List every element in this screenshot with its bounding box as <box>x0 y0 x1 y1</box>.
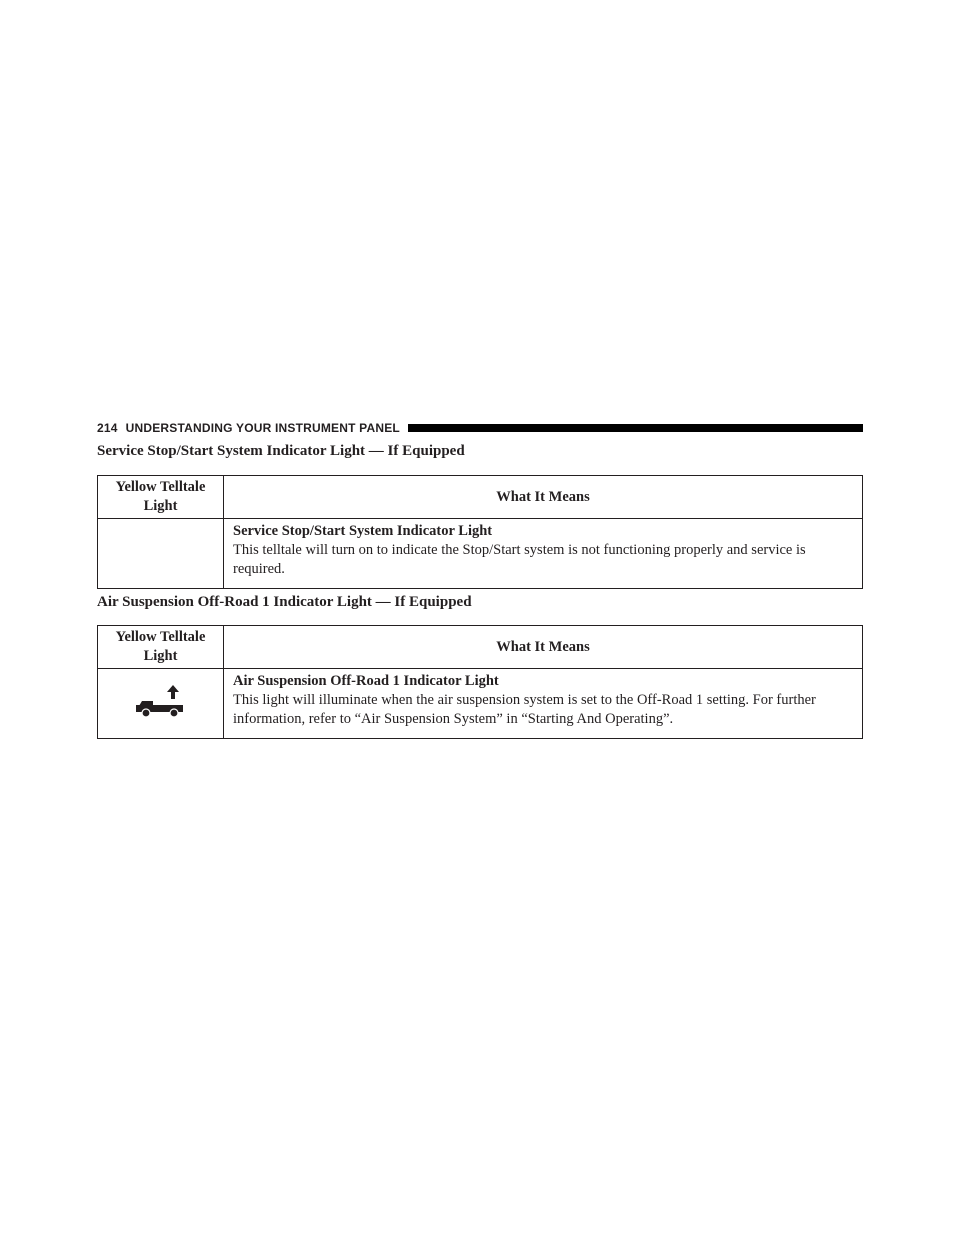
table-header-row <box>98 626 863 669</box>
telltale-description: This light will illuminate when the air suspension system is set to the Off-Road 1 setting. For further information, refer to “Air Suspension System” in “Starting And Operating”. <box>233 692 816 727</box>
header-rule <box>408 424 863 432</box>
truck-raised-arrow-icon <box>133 684 189 718</box>
table-row <box>98 669 863 739</box>
section-heading-air-suspension: Air Suspension Off-Road 1 Indicator Light — If Equipped <box>97 594 472 610</box>
telltale-icon-cell <box>98 669 224 739</box>
chapter-title: UNDERSTANDING YOUR INSTRUMENT PANEL <box>125 421 400 435</box>
telltale-title: Air Suspension Off-Road 1 Indicator Light <box>233 673 499 689</box>
page-number: 214 <box>97 421 118 435</box>
telltale-description-cell <box>224 519 863 589</box>
telltale-description-cell <box>224 669 863 739</box>
telltale-title: Service Stop/Start System Indicator Light <box>233 523 493 539</box>
table-header-row <box>98 476 863 519</box>
telltale-description: This telltale will turn on to indicate the Stop/Start system is not functioning properly and service is required. <box>233 542 806 577</box>
column-header-meaning: What It Means <box>224 626 863 669</box>
column-header-meaning: What It Means <box>224 476 863 519</box>
telltale-table-air-suspension <box>97 625 863 739</box>
telltale-table-stop-start <box>97 475 863 589</box>
section-heading-stop-start: Service Stop/Start System Indicator Light — If Equipped <box>97 443 465 459</box>
column-header-light: Yellow Telltale Light <box>98 626 224 669</box>
table-row <box>98 519 863 589</box>
page-header <box>97 418 863 438</box>
column-header-light: Yellow Telltale Light <box>98 476 224 519</box>
telltale-icon-cell <box>98 519 224 589</box>
